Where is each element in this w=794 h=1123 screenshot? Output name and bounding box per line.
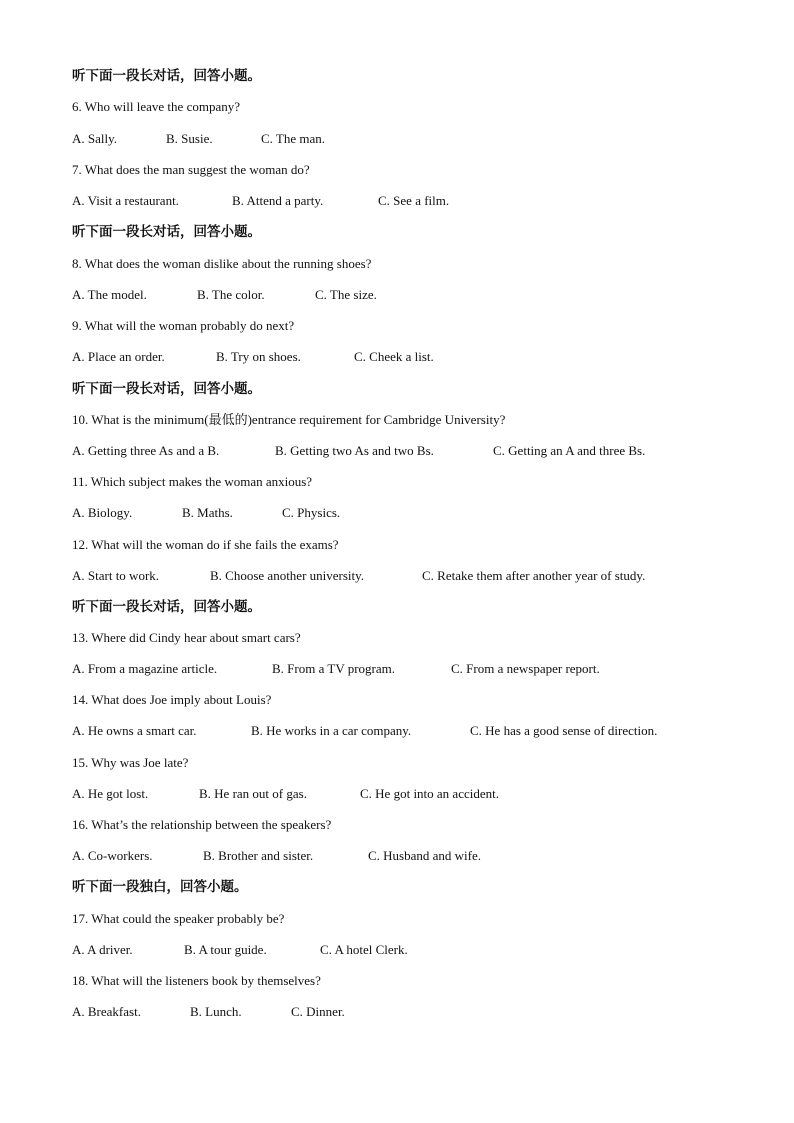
option-c[interactable]: C. A hotel Clerk. [320, 942, 408, 957]
section-heading: 听下面一段长对话，回答小题。 [72, 68, 261, 84]
question-18: 18. What will the listeners book by themselves? [72, 973, 321, 988]
option-a[interactable]: A. Place an order. [72, 349, 165, 364]
option-a[interactable]: A. Sally. [72, 131, 118, 146]
question-15: 15. Why was Joe late? [72, 755, 189, 770]
option-b[interactable]: B. The color. [197, 287, 265, 302]
option-c[interactable]: C. Physics. [282, 505, 341, 520]
options-9 [72, 348, 434, 366]
option-a[interactable]: A. From a magazine article. [72, 661, 218, 676]
option-b[interactable]: B. Getting two As and two Bs. [275, 443, 434, 458]
section-heading: 听下面一段长对话，回答小题。 [72, 599, 261, 615]
option-a[interactable]: A. Co-workers. [72, 848, 153, 863]
option-a[interactable]: A. He got lost. [72, 786, 149, 801]
option-b[interactable]: B. Choose another university. [210, 568, 365, 583]
option-a[interactable]: A. Biology. [72, 505, 133, 520]
option-c[interactable]: C. Husband and wife. [368, 848, 482, 863]
option-c[interactable]: C. Retake them after another year of study. [422, 568, 646, 583]
options-18 [72, 1003, 345, 1021]
option-a[interactable]: A. The model. [72, 287, 147, 302]
section-heading: 听下面一段长对话，回答小题。 [72, 224, 261, 240]
option-b[interactable]: B. Maths. [182, 505, 233, 520]
option-b[interactable]: B. A tour guide. [184, 942, 267, 957]
question-14: 14. What does Joe imply about Louis? [72, 692, 272, 707]
option-a[interactable]: A. Breakfast. [72, 1004, 141, 1019]
option-a[interactable]: A. A driver. [72, 942, 133, 957]
question-12: 12. What will the woman do if she fails the exams? [72, 537, 339, 552]
option-c[interactable]: C. The size. [315, 287, 377, 302]
question-16: 16. What’s the relationship between the speakers? [72, 817, 332, 832]
option-c[interactable]: C. The man. [261, 131, 326, 146]
question-17: 17. What could the speaker probably be? [72, 911, 285, 926]
option-b[interactable]: B. Brother and sister. [203, 848, 314, 863]
question-8: 8. What does the woman dislike about the running shoes? [72, 256, 372, 271]
question-11: 11. Which subject makes the woman anxious? [72, 474, 313, 489]
option-b[interactable]: B. Try on shoes. [216, 349, 301, 364]
option-b[interactable]: B. From a TV program. [272, 661, 396, 676]
option-c[interactable]: C. Dinner. [291, 1004, 345, 1019]
option-b[interactable]: B. Attend a party. [232, 193, 324, 208]
options-16 [72, 847, 481, 865]
option-a[interactable]: A. He owns a smart car. [72, 723, 197, 738]
option-b[interactable]: B. Susie. [166, 131, 213, 146]
option-c[interactable]: C. Cheek a list. [354, 349, 434, 364]
question-9: 9. What will the woman probably do next? [72, 318, 295, 333]
section-heading: 听下面一段长对话，回答小题。 [72, 381, 261, 397]
options-15 [72, 785, 499, 803]
question-10: 10. What is the minimum(最低的)entrance requirement for Cambridge University? [72, 412, 506, 427]
option-b[interactable]: B. He ran out of gas. [199, 786, 307, 801]
option-a[interactable]: A. Getting three As and a B. [72, 443, 220, 458]
question-7: 7. What does the man suggest the woman do? [72, 162, 310, 177]
question-13: 13. Where did Cindy hear about smart cars? [72, 630, 301, 645]
option-c[interactable]: C. He has a good sense of direction. [470, 723, 658, 738]
options-14 [72, 722, 657, 740]
options-12 [72, 567, 645, 585]
question-6: 6. Who will leave the company? [72, 99, 240, 114]
options-8 [72, 286, 377, 304]
options-13 [72, 660, 600, 678]
options-11 [72, 504, 340, 522]
option-b[interactable]: B. Lunch. [190, 1004, 242, 1019]
options-17 [72, 941, 408, 959]
option-c[interactable]: C. From a newspaper report. [451, 661, 600, 676]
option-a[interactable]: A. Start to work. [72, 568, 160, 583]
option-b[interactable]: B. He works in a car company. [251, 723, 412, 738]
option-c[interactable]: C. See a film. [378, 193, 450, 208]
option-c[interactable]: C. He got into an accident. [360, 786, 499, 801]
section-heading: 听下面一段独白，回答小题。 [72, 879, 248, 895]
options-10 [72, 442, 645, 460]
option-a[interactable]: A. Visit a restaurant. [72, 193, 179, 208]
option-c[interactable]: C. Getting an A and three Bs. [493, 443, 646, 458]
options-6 [72, 130, 325, 148]
options-7 [72, 192, 449, 210]
